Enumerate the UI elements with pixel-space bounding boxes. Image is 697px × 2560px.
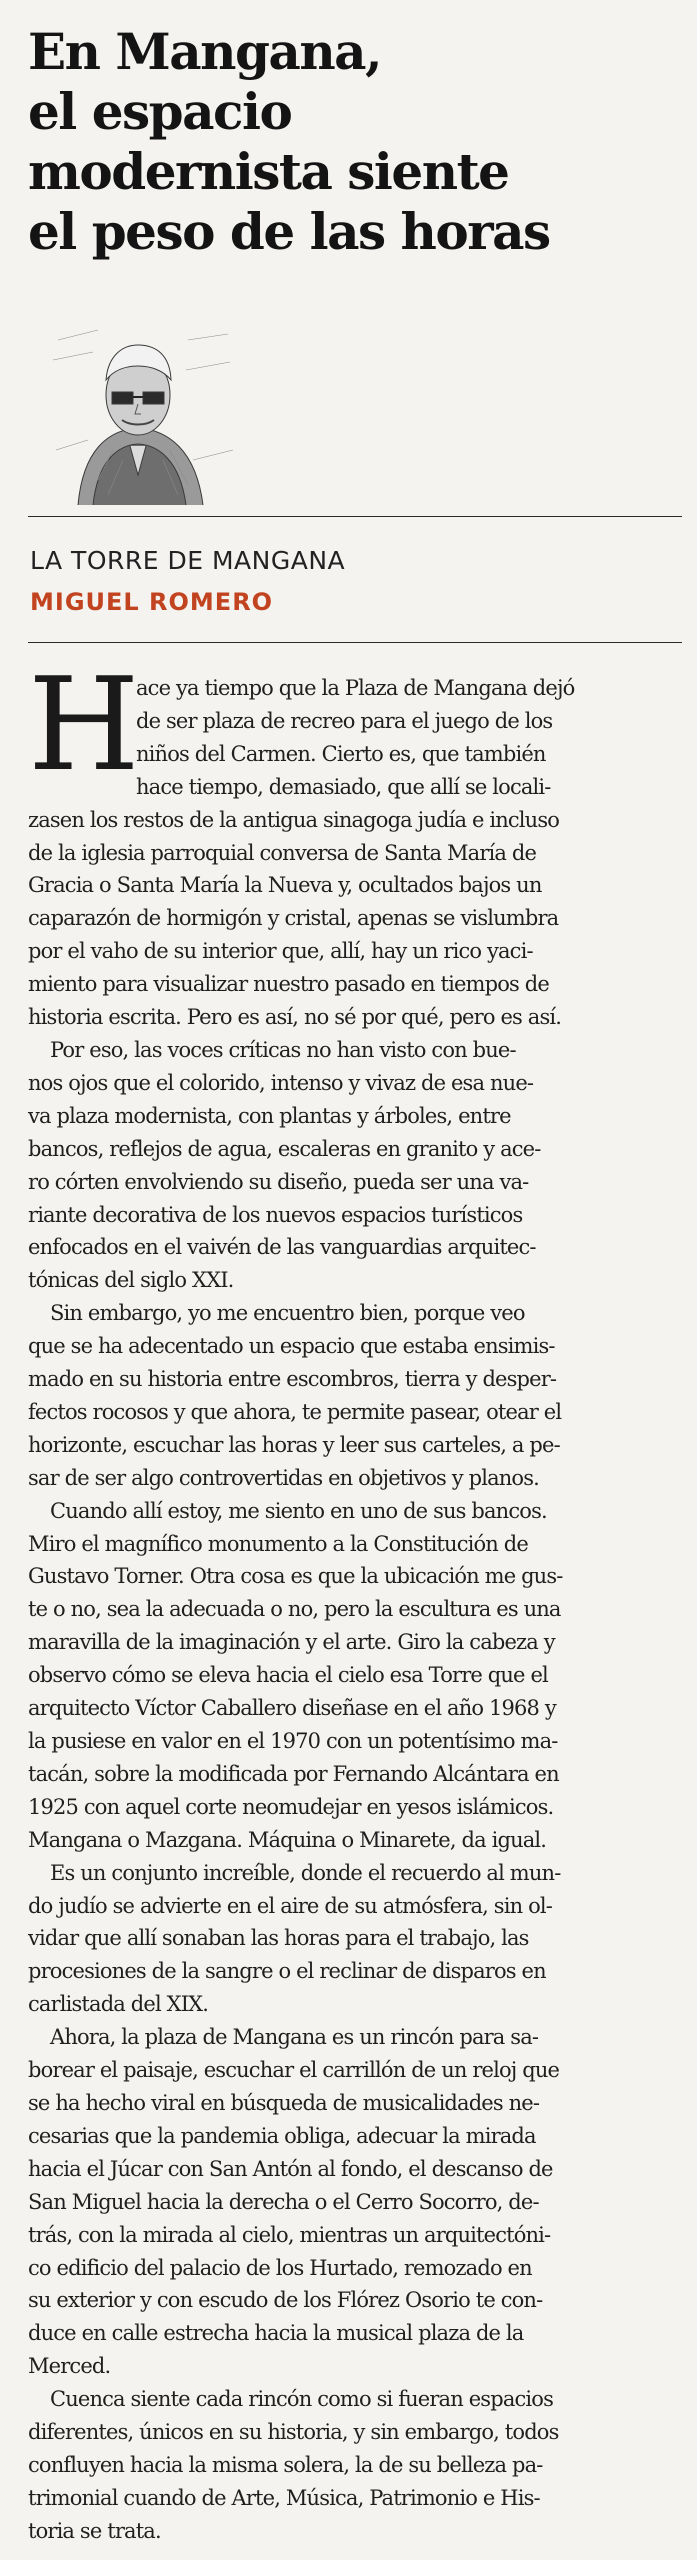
text-line: observo cómo se eleva hacia el cielo esa Torre que el (28, 1663, 548, 1688)
text-line: de ser plaza de recreo para el juego de los (136, 708, 553, 733)
headline-line: En Mangana, (28, 22, 381, 81)
text-line: se ha hecho viral en búsqueda de musicalidades ne- (28, 2090, 540, 2115)
text-line: riante decorativa de los nuevos espacios turísticos (28, 1202, 523, 1227)
text-line: toria se trata. (28, 2518, 161, 2543)
headline (28, 22, 678, 262)
paragraph (28, 1495, 678, 1857)
text-line: Miro el magnífico monumento a la Constitución de (28, 1531, 528, 1556)
text-line: sar de ser algo controvertidas en objetivos y planos. (28, 1465, 539, 1490)
text-line: do judío se advierte en el aire de su atmósfera, sin ol- (28, 1893, 553, 1918)
text-line: enfocados en el vaivén de las vanguardias arquitec- (28, 1235, 536, 1260)
text-line: duce en calle estrecha hacia la musical plaza de la (28, 2321, 524, 2346)
text-line: Merced. (28, 2354, 111, 2379)
text-line: bancos, reflejos de agua, escaleras en granito y ace- (28, 1136, 541, 1161)
bottom-divider (28, 642, 682, 643)
text-line: arquitecto Víctor Caballero diseñase en el año 1968 y (28, 1696, 556, 1721)
text-line: Cuando allí estoy, me siento en uno de sus bancos. (50, 1498, 547, 1523)
paragraph (28, 2021, 678, 2383)
text-line: trimonial cuando de Arte, Música, Patrimonio e His- (28, 2485, 540, 2510)
top-divider (28, 516, 682, 517)
text-line: miento para visualizar nuestro pasado en tiempos de (28, 972, 549, 997)
text-line: Por eso, las voces críticas no han visto con bue- (50, 1037, 516, 1062)
text-line: por el vaho de su interior que, allí, hay un rico yaci- (28, 939, 533, 964)
text-line: cesarias que la pandemia obliga, adecuar la mirada (28, 2123, 536, 2148)
text-line: niños del Carmen. Cierto es, que también (136, 741, 546, 766)
text-line: tacán, sobre la modificada por Fernando Alcántara en (28, 1761, 559, 1786)
text-line: trás, con la mirada al cielo, mientras un arquitectóni- (28, 2222, 551, 2247)
text-line: tónicas del siglo XXI. (28, 1268, 234, 1293)
text-line: fectos rocosos y que ahora, te permite pasear, otear el (28, 1399, 562, 1424)
text-line: Cuenca siente cada rincón como si fueran espacios (50, 2387, 553, 2412)
paragraph (28, 1297, 678, 1494)
text-line: mado en su historia entre escombros, tierra y desper- (28, 1367, 557, 1392)
text-line: va plaza modernista, con plantas y árboles, entre (28, 1103, 511, 1128)
text-line: la pusiese en valor en el 1970 con un potentísimo ma- (28, 1729, 558, 1753)
text-line: que se ha adecentado un espacio que estaba ensimis- (28, 1334, 555, 1359)
text-line: confluyen hacia la misma solera, la de su belleza pa- (28, 2452, 543, 2477)
headline-line: el espacio (28, 82, 292, 141)
paragraph (28, 1034, 678, 1297)
headline-line: modernista siente (28, 142, 509, 201)
text-line: vidar que allí sonaban las horas para el trabajo, las (28, 1926, 529, 1951)
text-line: borear el paisaje, escuchar el carrillón de un reloj que (28, 2058, 560, 2083)
text-line: te o no, sea la adecuada o no, pero la escultura es una (28, 1597, 561, 1622)
text-line: de la iglesia parroquial conversa de Santa María de (28, 840, 537, 865)
text-line: maravilla de la imaginación y el arte. Giro la cabeza y (28, 1630, 555, 1655)
headline-line: el peso de las horas (28, 202, 550, 261)
text-line: historia escrita. Pero es así, no sé por qué, pero es así. (28, 1005, 562, 1030)
text-line: caparazón de hormigón y cristal, apenas se vislumbra (28, 906, 559, 931)
text-line: carlistada del XIX. (28, 1992, 209, 2017)
paragraph (28, 651, 678, 1034)
paragraph (28, 2383, 678, 2548)
text-line: diferentes, únicos en su historia, y sin embargo, todos (28, 2420, 559, 2445)
text-line: procesiones de la sangre o el reclinar de disparos en (28, 1959, 546, 1984)
text-line: zasen los restos de la antigua sinagoga judía e incluso (28, 807, 560, 832)
text-line: hace tiempo, demasiado, que allí se locali- (136, 774, 551, 799)
text-line: ace ya tiempo que la Plaza de Mangana dejó (136, 676, 575, 700)
text-line: 1925 con aquel corte neomudejar en yesos islámicos. (28, 1794, 554, 1819)
text-line: co edificio del palacio de los Hurtado, remozado en (28, 2255, 532, 2280)
text-line: Gracia o Santa María la Nueva y, ocultados bajos un (28, 873, 542, 898)
text-line: su exterior y con escudo de los Flórez Osorio te con- (28, 2288, 543, 2313)
author-name: MIGUEL ROMERO (30, 588, 274, 616)
author-portrait-icon (38, 300, 238, 510)
text-line: ro córten envolviendo su diseño, pueda ser una va- (28, 1169, 529, 1194)
text-line: Es un conjunto increíble, donde el recuerdo al mun- (50, 1860, 561, 1885)
paragraph (28, 1857, 678, 2022)
text-line: horizonte, escuchar las horas y leer sus carteles, a pe- (28, 1432, 560, 1457)
text-line: San Miguel hacia la derecha o el Cerro Socorro, de- (28, 2189, 539, 2214)
text-line: Sin embargo, yo me encuentro bien, porque veo (50, 1301, 525, 1326)
text-line: hacia el Júcar con San Antón al fondo, el descanso de (28, 2156, 553, 2181)
article-body (28, 651, 678, 2548)
text-line: Gustavo Torner. Otra cosa es que la ubicación me gus- (28, 1564, 563, 1589)
text-line: nos ojos que el colorido, intenso y vivaz de esa nue- (28, 1070, 534, 1095)
drop-cap: H (28, 651, 140, 800)
text-line: Mangana o Mazgana. Máquina o Minarete, da igual. (28, 1827, 547, 1852)
text-line: Ahora, la plaza de Mangana es un rincón para sa- (50, 2025, 539, 2050)
section-title: LA TORRE DE MANGANA (30, 546, 346, 575)
